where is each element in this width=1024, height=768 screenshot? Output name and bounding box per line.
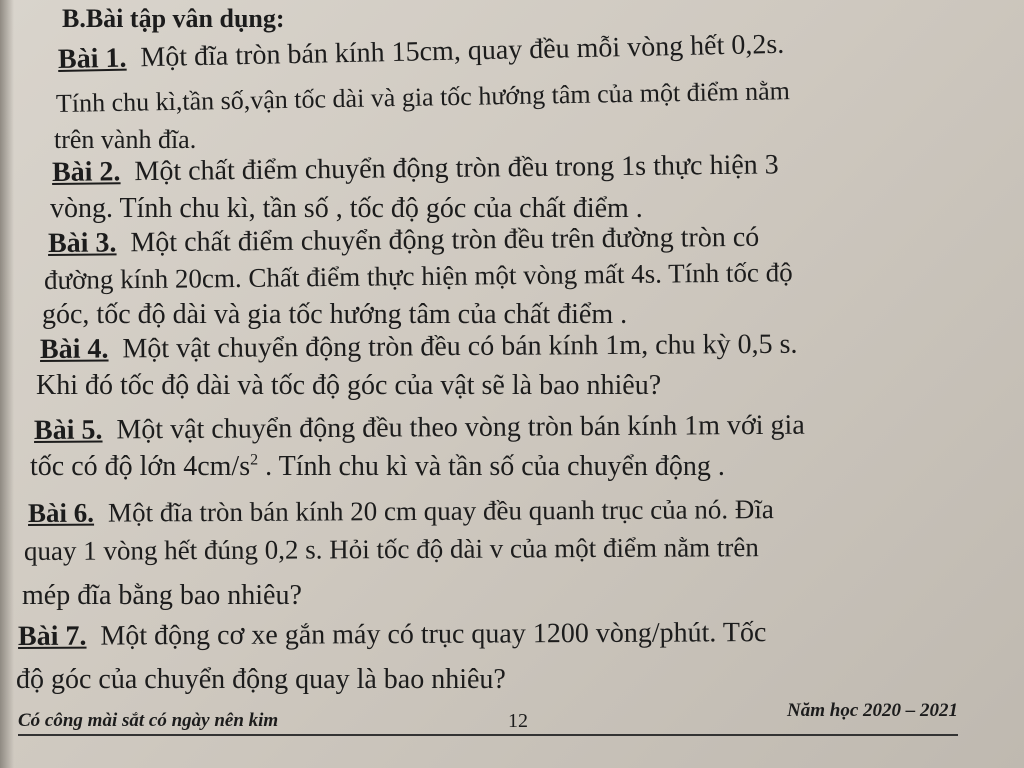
exercise-7-number: Bài 7.: [17, 620, 87, 652]
exercise-2-line-1: [52, 149, 779, 189]
exercise-5-text-3: . Tính chu kì và tần số của chuyển động .: [258, 451, 725, 482]
exercise-6-line-2: quay 1 vòng hết đúng 0,2 s. Hỏi tốc độ dài v của một điểm nằm trên: [23, 532, 759, 566]
exercise-1-number: Bài 1.: [57, 42, 127, 75]
exercise-6-number: Bài 6.: [27, 497, 95, 528]
exercise-7-line-2: độ góc của chuyển động quay là bao nhiêu?: [16, 664, 506, 695]
exercise-5-text-1: Một vật chuyển động đều theo vòng tròn bán kính 1m với gia: [116, 409, 805, 446]
exercise-3-number: Bài 3.: [47, 227, 117, 259]
exercise-3-line-1: [48, 222, 759, 260]
exercise-1-line-2: Tính chu kì,tần số,vận tốc dài và gia tốc hướng tâm của một điểm nằm: [55, 76, 791, 118]
exercise-1-line-3: trên vành đĩa.: [54, 125, 197, 154]
exercise-5-number: Bài 5.: [33, 414, 103, 446]
exercise-5-line-2: [30, 451, 725, 483]
footer-motto: Có công mài sắt có ngày nên kim: [18, 710, 279, 731]
page-footer: [18, 700, 958, 736]
exercise-2-line-2: vòng. Tính chu kì, tần số , tốc độ góc của chất điểm .: [50, 193, 643, 224]
exercise-7-text-1: Một động cơ xe gắn máy có trục quay 1200 vòng/phút. Tốc: [100, 617, 767, 652]
school-year: Năm học 2020 – 2021: [787, 700, 958, 721]
exercise-3-line-3: góc, tốc độ dài và gia tốc hướng tâm của chất điểm .: [42, 299, 628, 330]
exercise-6-line-1: [28, 493, 774, 529]
exercise-2-number: Bài 2.: [51, 156, 121, 188]
exercise-3-line-2: đường kính 20cm. Chất điểm thực hiện một vòng mất 4s. Tính tốc độ: [43, 257, 793, 295]
section-heading: B.Bài tập vân dụng:: [62, 4, 285, 33]
exercise-4-number: Bài 4.: [39, 333, 109, 365]
exercise-4-text-1: Một vật chuyển động tròn đều có bán kính 1m, chu kỳ 0,5 s.: [122, 328, 798, 365]
page-fold-shadow: [0, 0, 14, 768]
exercise-5-line-1: [34, 410, 805, 447]
page-number: 12: [508, 710, 528, 732]
exercise-4-line-1: [40, 329, 798, 366]
exercise-7-line-1: [18, 617, 767, 653]
exercise-1-line-1: [58, 29, 785, 76]
exercise-6-line-3: mép đĩa bằng bao nhiêu?: [22, 580, 302, 611]
exercise-5-text-2: tốc có độ lớn 4cm/s: [30, 451, 251, 482]
exercise-6-text-1: Một đĩa tròn bán kính 20 cm quay đều quanh trục của nó. Đĩa: [107, 494, 774, 528]
exercise-2-text-1: Một chất điểm chuyển động tròn đều trong 1s thực hiện 3: [134, 149, 779, 188]
exercise-1-text-1: Một đĩa tròn bán kính 15cm, quay đều mỗi vòng hết 0,2s.: [140, 28, 785, 74]
exercise-3-text-1: Một chất điểm chuyển động tròn đều trên đường tròn có: [130, 221, 760, 259]
exercise-4-line-2: Khi đó tốc độ dài và tốc độ góc của vật sẽ là bao nhiêu?: [36, 370, 662, 401]
exercise-5-superscript: 2: [250, 451, 259, 469]
